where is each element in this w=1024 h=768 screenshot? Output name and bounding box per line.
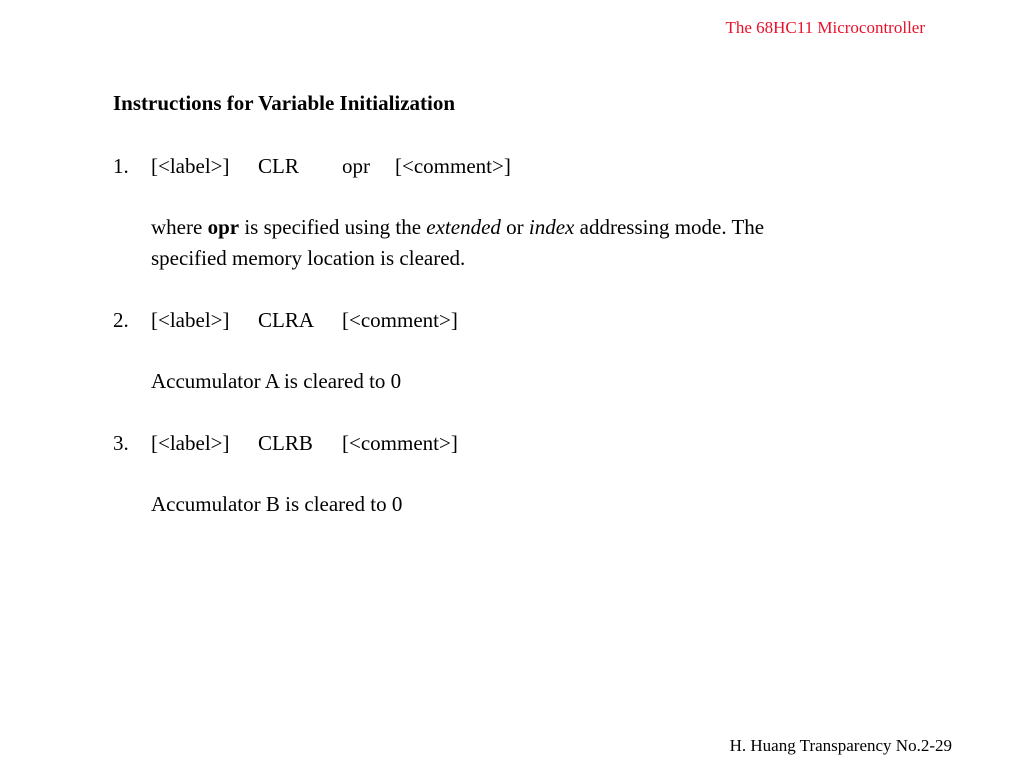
syntax-label: [<label>] — [151, 154, 230, 178]
syntax-comment: [<comment>] — [395, 154, 511, 178]
syntax-operand: opr — [342, 154, 370, 178]
footer-text: H. Huang Transparency No.2-29 — [729, 736, 952, 755]
instruction-syntax — [151, 151, 511, 182]
instruction-syntax — [151, 428, 458, 459]
instruction-syntax — [151, 305, 458, 336]
item-description — [151, 212, 764, 274]
slide-heading: Instructions for Variable Initialization — [113, 91, 456, 115]
syntax-mnemonic: CLRA — [258, 308, 315, 332]
description-bold: opr — [207, 215, 240, 239]
description-italic: extended — [426, 215, 501, 239]
syntax-mnemonic: CLRB — [258, 431, 313, 455]
syntax-comment: [<comment>] — [342, 431, 458, 455]
item-number: 1. — [113, 154, 129, 178]
item-number: 2. — [113, 308, 129, 332]
syntax-label: [<label>] — [151, 431, 230, 455]
description-text: where — [151, 215, 208, 239]
description-line — [151, 212, 764, 243]
description-text: or — [500, 215, 529, 239]
description-text: is specified using the — [239, 215, 427, 239]
syntax-label: [<label>] — [151, 308, 230, 332]
header-title: The 68HC11 Microcontroller — [725, 18, 925, 37]
syntax-mnemonic: CLR — [258, 154, 299, 178]
item-description: Accumulator A is cleared to 0 — [151, 369, 402, 393]
description-line: specified memory location is cleared. — [151, 246, 466, 270]
item-description: Accumulator B is cleared to 0 — [151, 492, 403, 516]
item-number: 3. — [113, 431, 129, 455]
description-italic: index — [528, 215, 575, 239]
syntax-comment: [<comment>] — [342, 308, 458, 332]
description-text: addressing mode. The — [574, 215, 765, 239]
